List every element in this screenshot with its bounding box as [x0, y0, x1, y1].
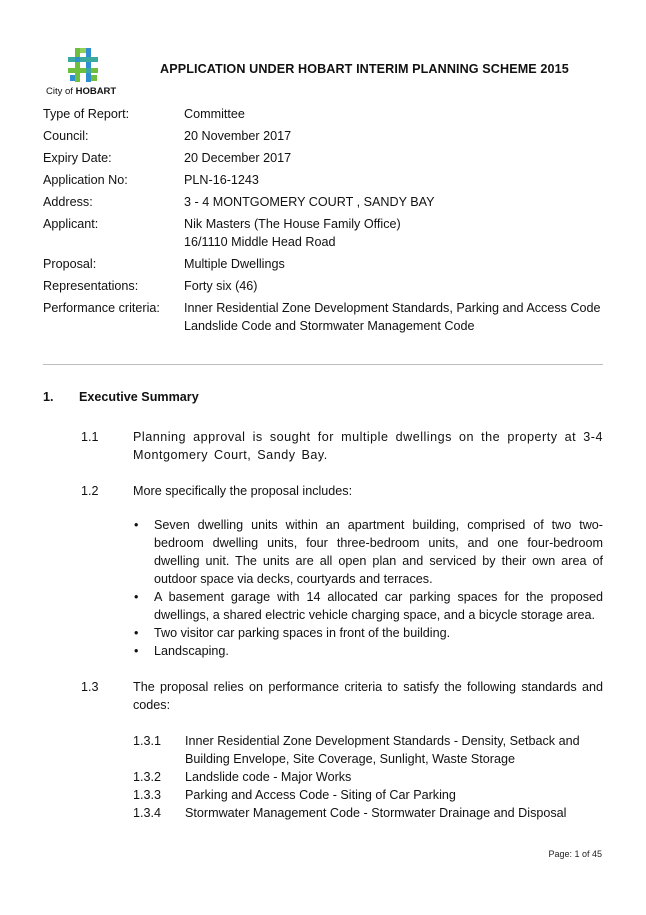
page-title: APPLICATION UNDER HOBART INTERIM PLANNING SCHEME 2015 [160, 62, 569, 76]
paragraph-text: More specifically the proposal includes: [133, 484, 353, 498]
sub-item [133, 786, 603, 804]
detail-value-line2: Landslide Code and Stormwater Management Code [184, 319, 475, 333]
detail-value: PLN-16-1243 [184, 173, 259, 187]
detail-value: Multiple Dwellings [184, 257, 285, 271]
detail-row-proposal [43, 256, 613, 272]
sub-item-number: 1.3.2 [133, 770, 162, 784]
detail-row-performance-criteria [43, 300, 613, 334]
paragraph-text: The proposal relies on performance criteria to satisfy the following standards and codes: [133, 680, 603, 712]
sub-item-number: 1.3.4 [133, 806, 162, 820]
detail-label: Applicant: [43, 217, 99, 231]
detail-label: Performance criteria: [43, 301, 160, 315]
detail-label: Proposal: [43, 257, 97, 271]
section-heading [43, 390, 199, 404]
detail-value: Forty six (46) [184, 279, 258, 293]
detail-value-multiline [184, 300, 613, 334]
detail-row-address [43, 194, 613, 210]
sub-item [133, 804, 603, 822]
sub-item-text: Parking and Access Code - Siting of Car Parking [185, 788, 456, 802]
paragraph-1-2 [81, 482, 603, 500]
paragraph-text: Planning approval is sought for multiple dwellings on the property at 3-4 Montgomery Court, Sandy Bay. [133, 430, 603, 462]
bullet-icon: • [134, 590, 139, 604]
detail-label: Expiry Date: [43, 151, 112, 165]
detail-row-application-no [43, 172, 613, 188]
paragraph-number: 1.1 [81, 430, 99, 444]
bullet-icon: • [134, 644, 139, 658]
paragraph-number: 1.2 [81, 484, 99, 498]
detail-label: Application No: [43, 173, 128, 187]
list-item-text: A basement garage with 14 allocated car parking spaces for the proposed dwellings, a shared electric vehicle charging space, and a bicycle storage area. [154, 590, 603, 622]
sub-item-text: Inner Residential Zone Development Standards - Density, Setback and Building Envelope, Site Coverage, Sunlight, Waste Storage [185, 734, 580, 766]
detail-label: Address: [43, 195, 93, 209]
logo-caption-name: HOBART [75, 86, 117, 97]
list-item [133, 624, 603, 642]
report-details [43, 106, 613, 340]
detail-value: 20 November 2017 [184, 129, 292, 143]
sub-item-text: Landslide code - Major Works [185, 770, 352, 784]
bullet-icon: • [134, 518, 139, 532]
detail-row-council [43, 128, 613, 144]
detail-label: Representations: [43, 279, 139, 293]
list-item [133, 588, 603, 624]
detail-row-type [43, 106, 613, 122]
detail-value: 3 - 4 MONTGOMERY COURT , SANDY BAY [184, 195, 435, 209]
detail-value-multiline [184, 216, 613, 250]
paragraph-1-3 [81, 678, 603, 714]
sub-item-number: 1.3.3 [133, 788, 162, 802]
list-item-text: Landscaping. [154, 644, 229, 658]
detail-row-expiry [43, 150, 613, 166]
detail-label: Type of Report: [43, 107, 130, 121]
criteria-sublist [133, 732, 603, 822]
sub-item-text: Stormwater Management Code - Stormwater Drainage and Disposal [185, 806, 567, 820]
sub-item-number: 1.3.1 [133, 734, 162, 748]
list-item-text: Seven dwelling units within an apartment building, comprised of two two-bedroom dwelling units, four three-bedroom units, and one four-bedroom dwelling unit. The units are all open plan and serviced by their own area of outdoor space via decks, courtyards and terraces. [154, 518, 603, 586]
sub-item [133, 732, 603, 768]
detail-value: Inner Residential Zone Development Standards, Parking and Access Code [184, 301, 601, 315]
sub-item [133, 768, 603, 786]
section-title: Executive Summary [79, 390, 199, 404]
paragraph-number: 1.3 [81, 680, 99, 694]
logo-caption [46, 86, 116, 97]
detail-value: Nik Masters (The House Family Office) [184, 217, 401, 231]
detail-row-representations [43, 278, 613, 294]
detail-label: Council: [43, 129, 89, 143]
page-number: Page: 1 of 45 [548, 849, 602, 859]
logo-caption-prefix: City of [46, 86, 73, 97]
section-number: 1. [43, 390, 54, 404]
detail-row-applicant [43, 216, 613, 250]
list-item [133, 642, 603, 660]
detail-value-line2: 16/1110 Middle Head Road [184, 235, 336, 249]
list-item-text: Two visitor car parking spaces in front of the building. [154, 626, 451, 640]
detail-value: 20 December 2017 [184, 151, 292, 165]
paragraph-1-1 [81, 428, 603, 464]
detail-value: Committee [184, 107, 245, 121]
divider [43, 364, 603, 365]
list-item [133, 516, 603, 588]
bullet-icon: • [134, 626, 139, 640]
proposal-bullet-list [133, 516, 603, 660]
